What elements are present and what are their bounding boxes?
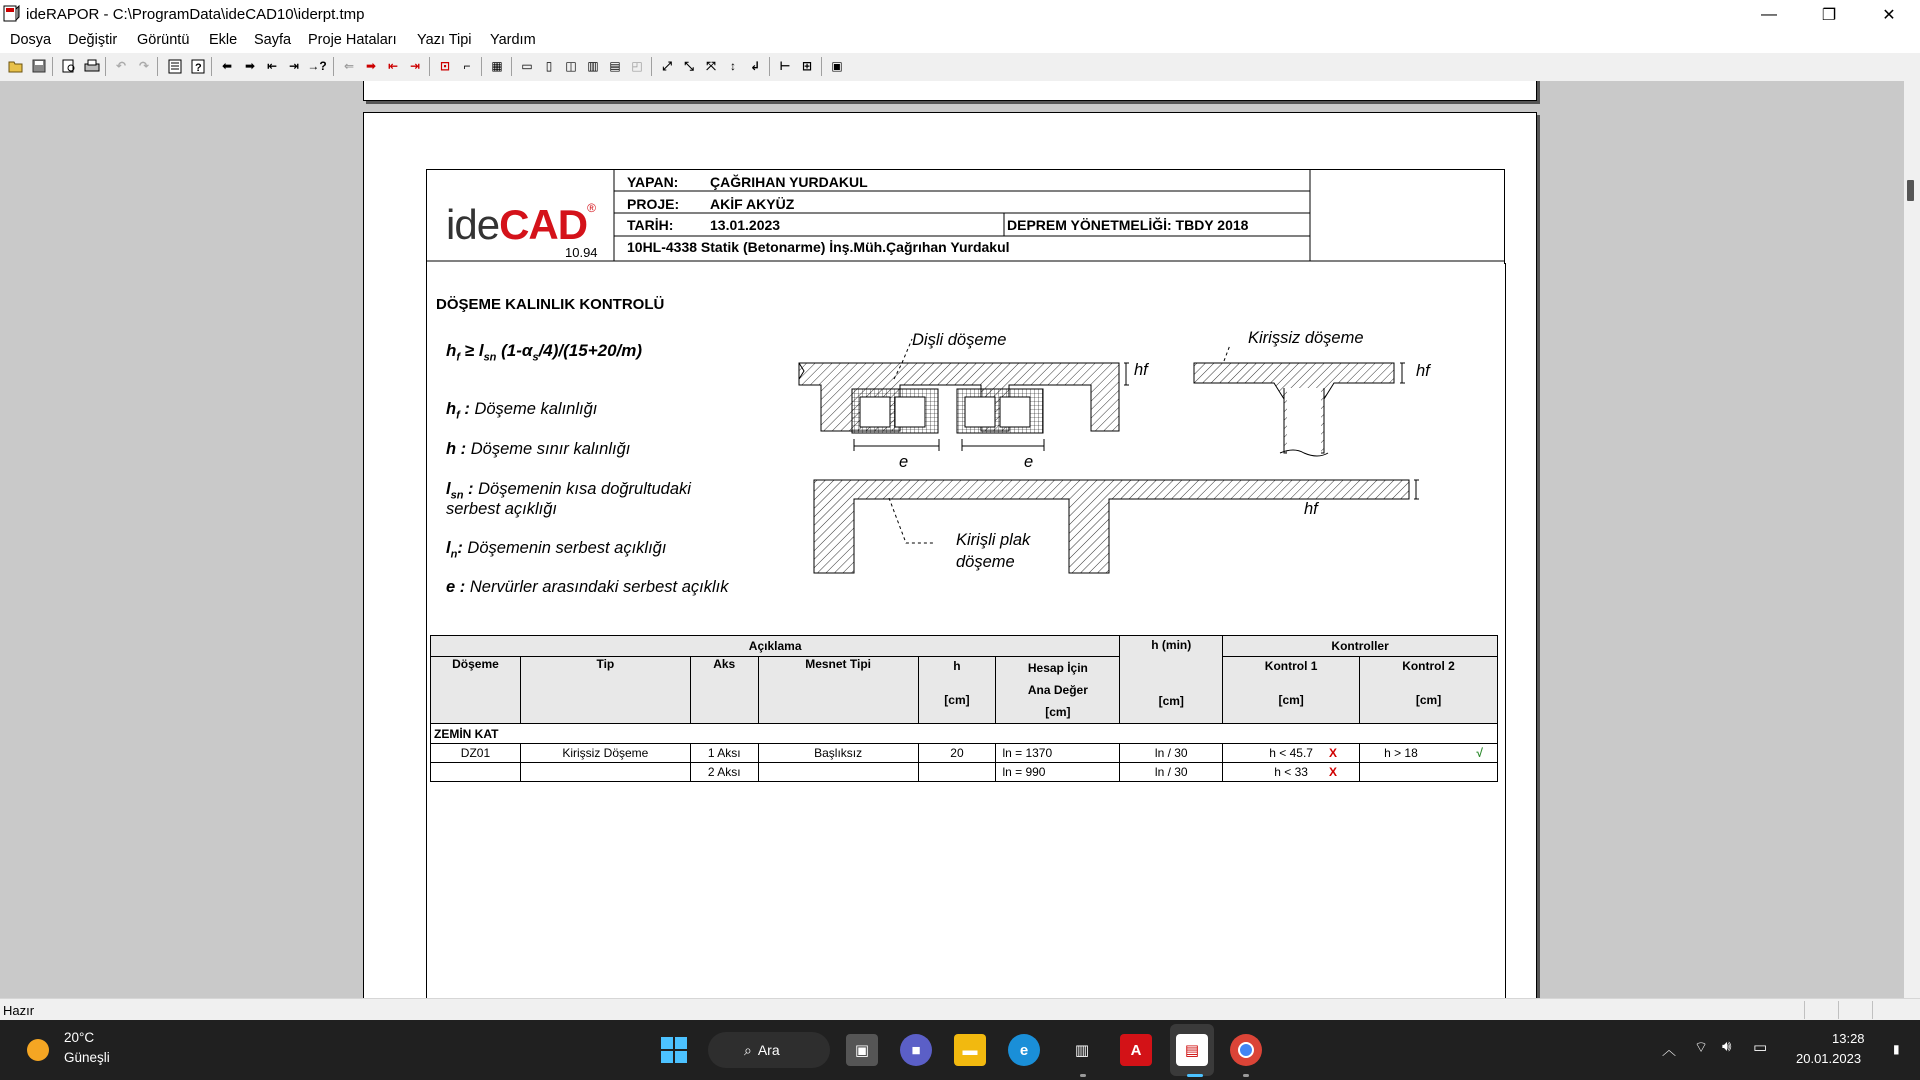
th-mesnet: Mesnet Tipi [758,657,918,724]
toolbar [0,53,1920,82]
page-icon[interactable] [167,58,183,74]
def-h: h : Döşeme sınır kalınlığı [446,440,631,458]
save-icon[interactable] [31,58,47,74]
arrow-right-icon[interactable]: ➡ [244,59,256,73]
yapan-value: ÇAĞRIHAN YURDAKUL [710,174,868,190]
floor-row [431,724,1498,744]
zoom3-icon[interactable]: ⤧ [706,58,716,73]
chevron-up-icon[interactable]: ︿ [1662,1042,1676,1058]
app-icon[interactable] [3,5,20,22]
preview-icon[interactable] [61,58,77,74]
deprem-yonetmeligi: DEPREM YÖNETMELİĞİ: TBDY 2018 [1007,217,1249,233]
chrome-icon[interactable] [1230,1034,1262,1066]
table-header-top [431,636,1498,657]
clock-time[interactable]: 13:28 [1832,1031,1865,1046]
th-doseme: Döşeme [431,657,521,724]
report-workspace[interactable] [0,81,1904,998]
layout2-icon[interactable]: ▯ [545,59,553,73]
pass-mark: √ [1476,746,1483,760]
weather-temp[interactable]: 20°C [64,1030,95,1045]
th-h: h [cm] [918,657,996,724]
weather-sun-icon[interactable] [27,1039,49,1061]
start-icon[interactable] [658,1034,690,1066]
nav-first-icon[interactable]: ⇤ [387,59,399,73]
menu-yazi-tipi[interactable]: Yazı Tipi [417,32,472,48]
menu-sayfa[interactable]: Sayfa [254,32,292,48]
wifi-icon[interactable]: ⌔ [1694,1039,1709,1056]
minimize-button[interactable]: — [1761,5,1777,23]
layout5-icon[interactable]: ▤ [609,59,621,73]
fail-mark: X [1329,746,1338,760]
th-kontroller: Kontroller [1223,636,1498,657]
undo-icon[interactable]: ↶ [115,59,127,73]
title-bar [0,0,1920,29]
layout4-icon[interactable]: ▥ [587,59,599,73]
idecad-taskbar-icon[interactable]: ▥ [1066,1034,1098,1066]
grid-icon[interactable]: ▦ [491,59,503,73]
def-ln: $l_n$: Döşemenin serbest açıklığı [446,539,667,561]
table-row: 2 Aksı ln = 990 ln / 30 h < 33 X [431,763,1498,782]
menu-goruntu[interactable]: Görüntü [137,32,190,48]
status-text: Hazır [3,1003,35,1018]
project-footer-line: 10HL-4338 Statik (Betonarme) İnş.Müh.Çağrıhan Yurdakul [627,239,1010,255]
layout3-icon[interactable]: ◫ [565,59,577,73]
teams-chat-icon[interactable]: ■ [900,1034,932,1066]
label-kirisli-1: Kirişli plak [956,531,1031,549]
th-tip: Tip [520,657,690,724]
menu-proje-hatalari[interactable]: Proje Hataları [308,32,397,48]
iderapor-taskbar-icon[interactable]: ▤ [1176,1034,1208,1066]
label-e-1: e [899,453,909,471]
th-hesap: Hesap İçin Ana Değer [cm] [996,657,1120,724]
print-icon[interactable] [84,58,100,74]
disli-doseme-figure [799,339,1129,451]
vertical-scrollbar[interactable] [1904,81,1920,998]
th-kontrol2: Kontrol 2 [cm] [1360,657,1498,724]
window-title: ideRAPOR - C:\ProgramData\ideCAD10\iderpt.tmp [26,6,365,23]
report-page [363,112,1537,998]
menu-degistir[interactable]: Değiştir [68,32,118,48]
doc-icon[interactable]: ▣ [831,59,843,73]
volume-icon[interactable]: 🔊︎ [1722,1038,1732,1055]
open-icon[interactable] [8,58,24,74]
help-icon[interactable] [190,58,206,74]
zoom1-icon[interactable]: ⤢ [662,58,672,73]
nav-right-icon[interactable]: ➡ [365,59,377,73]
layout6-icon[interactable]: ◰ [631,59,643,73]
notification-icon[interactable]: ▮ [1893,1042,1900,1056]
arrow-first-icon[interactable]: ⇤ [266,59,278,73]
nav-last-icon[interactable]: ⇥ [409,59,421,73]
label-disli: Dişli döşeme [912,331,1007,349]
redo-icon[interactable]: ↷ [138,59,150,73]
svg-text:?: ? [195,61,202,74]
layout1-icon[interactable]: ▭ [521,59,533,73]
kirissiz-doseme-figure [1194,345,1405,458]
insert2-icon[interactable]: ⌐ [463,59,471,73]
menu-dosya[interactable]: Dosya [10,32,52,48]
zoom2-icon[interactable]: ⤡ [684,58,694,73]
label-kirissiz: Kirişsiz döşeme [1248,329,1364,347]
weather-desc[interactable]: Güneşli [64,1050,110,1065]
table-header-cols [431,657,1498,724]
kirisli-plak-figure [814,480,1419,573]
formula: $h_f \ge l_{sn}$ $(1-\alpha_s/4)/(15+20/m)$ [446,341,643,364]
fit2-icon[interactable]: ⊞ [801,59,813,73]
insert-icon[interactable]: ⊡ [439,59,451,73]
menu-ekle[interactable]: Ekle [209,32,238,48]
zoom4-icon[interactable]: ↕ [730,59,736,73]
def-lsn-cont: serbest açıklığı [446,500,557,518]
task-view-icon[interactable]: ▣ [846,1034,878,1066]
tarih-value: 13.01.2023 [710,217,781,233]
th-hmin: h (min) [cm] [1120,636,1223,724]
battery-icon[interactable]: ▭ [1753,1039,1768,1056]
yapan-label: YAPAN: [627,174,679,190]
def-hf: $h_f$ : Döşeme kalınlığı [446,400,598,422]
label-kirisli-2: döşeme [956,553,1015,571]
proje-label: PROJE: [627,196,680,212]
clock-date[interactable]: 20.01.2023 [1796,1051,1862,1066]
menu-bar [0,29,1920,53]
restore-button[interactable]: ❐ [1821,6,1837,24]
autocad-icon[interactable]: A [1120,1034,1152,1066]
taskbar [0,1020,1920,1080]
section-title: DÖŞEME KALINLIK KONTROLÜ [436,296,665,313]
arrow-left-icon[interactable]: ⬅ [221,59,233,73]
status-bar [0,998,1920,1021]
edge-icon[interactable]: e [1008,1034,1040,1066]
scrollbar-thumb[interactable] [1907,180,1914,201]
file-explorer-icon[interactable]: ▬ [954,1034,986,1066]
search-label: Ara [757,1042,780,1058]
results-table [430,635,1498,782]
nav-left-icon[interactable]: ⇐ [343,59,355,73]
logo-version: 10.94 [565,245,598,260]
arrow-last-icon[interactable]: ⇥ [288,59,300,73]
menu-yardim[interactable]: Yardım [490,32,536,48]
label-e-2: e [1024,453,1034,471]
close-button[interactable]: ✕ [1882,6,1896,24]
label-hf-1: hf [1134,361,1148,379]
floor-label: ZEMİN KAT [431,724,1498,744]
th-kontrol1: Kontrol 1 [cm] [1223,657,1360,724]
def-lsn: $l_{sn}$ : Döşemenin kısa doğrultudaki [446,480,691,502]
label-hf-2: hf [1416,362,1430,380]
previous-page [363,81,1537,101]
th-aks: Aks [690,657,758,724]
search-box[interactable] [708,1032,830,1068]
search-icon: ⌕ [744,1041,752,1058]
tarih-label: TARİH: [627,217,674,233]
proje-value: AKİF AKYÜZ [710,196,795,212]
def-e: e : Nervürler arasındaki serbest açıklık [446,578,729,596]
table-row: DZ01 Kirişsiz Döşeme 1 Aksı Başlıksız 20 ln = 1370 ln / 30 h < 45.7 X h > 18 √ [431,744,1498,763]
label-hf-3: hf [1304,500,1318,518]
zoom5-icon[interactable]: ↲ [749,59,761,73]
fit1-icon[interactable]: ⊢ [779,59,791,73]
goto-icon[interactable]: →? [307,59,327,73]
th-aciklama: Açıklama [431,636,1120,657]
idecad-logo: ideCAD® [446,201,595,248]
fail-mark: X [1329,765,1338,779]
